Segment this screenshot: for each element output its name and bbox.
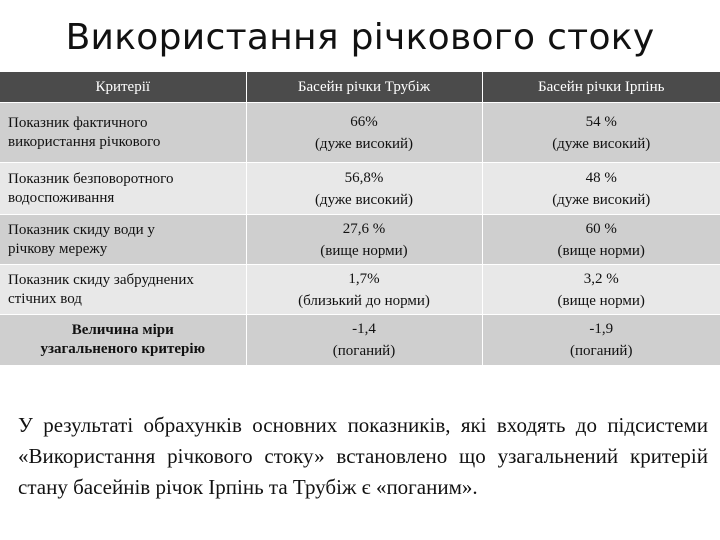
criterion-line: стічних вод xyxy=(8,290,82,307)
table-row xyxy=(0,103,720,163)
criterion-line: річкову мережу xyxy=(8,240,108,257)
table-header-row xyxy=(0,72,720,103)
irpin-value-cell xyxy=(482,315,720,365)
criterion-cell xyxy=(0,163,246,215)
value: -1,9 xyxy=(589,320,614,337)
criterion-line: водоспоживання xyxy=(8,189,115,206)
value-rating: (дуже високий) xyxy=(552,191,651,208)
irpin-value-cell xyxy=(482,103,720,163)
criterion-line: Показник фактичного xyxy=(8,114,148,131)
trubizh-value-cell xyxy=(246,163,482,215)
irpin-value-cell xyxy=(482,265,720,315)
criterion-cell xyxy=(0,265,246,315)
criterion-cell xyxy=(0,215,246,265)
value: 54 % xyxy=(585,113,617,130)
value-rating: (вище норми) xyxy=(557,242,645,259)
criterion-line: використання річкового xyxy=(8,133,161,150)
summary-criterion-cell xyxy=(0,315,246,365)
trubizh-value-cell xyxy=(246,265,482,315)
table-row xyxy=(0,163,720,215)
criterion-line: Величина міри xyxy=(71,321,174,338)
header-criteria: Критерії xyxy=(0,72,246,103)
value-rating: (дуже високий) xyxy=(552,135,651,152)
criteria-table xyxy=(0,72,720,365)
value-rating: (вище норми) xyxy=(557,292,645,309)
value-rating: (поганий) xyxy=(570,342,633,359)
value: 48 % xyxy=(585,169,617,186)
criterion-line: узагальненого критерію xyxy=(40,340,206,357)
trubizh-value-cell xyxy=(246,215,482,265)
criterion-line: Показник скиду забруднених xyxy=(8,271,194,288)
value-rating: (вище норми) xyxy=(320,242,408,259)
value-rating: (близький до норми) xyxy=(298,292,430,309)
irpin-value-cell xyxy=(482,163,720,215)
value: 66% xyxy=(350,113,378,130)
table-row-summary xyxy=(0,315,720,365)
value-rating: (дуже високий) xyxy=(314,191,414,208)
trubizh-value-cell xyxy=(246,315,482,365)
value: 27,6 % xyxy=(342,220,386,237)
slide-title: Використання річкового стоку xyxy=(65,17,655,58)
value: 60 % xyxy=(585,220,617,237)
table-row xyxy=(0,265,720,315)
irpin-value-cell xyxy=(482,215,720,265)
header-trubizh-basin: Басейн річки Трубіж xyxy=(246,72,482,103)
criterion-cell xyxy=(0,103,246,163)
value: 3,2 % xyxy=(583,270,619,287)
header-irpin-basin: Басейн річки Ірпінь xyxy=(482,72,720,103)
conclusion-paragraph: У результаті обрахунків основних показників, які входять до підсистеми «Використання річкового стоку» встановлено що узагальнений критерій стану басейнів річок Ірпінь та Трубіж є «поганим». xyxy=(18,413,708,499)
value: 1,7% xyxy=(348,270,380,287)
value-rating: (дуже високий) xyxy=(314,135,414,152)
table-row xyxy=(0,215,720,265)
value: 56,8% xyxy=(344,169,384,186)
trubizh-value-cell xyxy=(246,103,482,163)
criterion-line: Показник безповоротного xyxy=(8,170,174,187)
value-rating: (поганий) xyxy=(332,342,396,359)
value: -1,4 xyxy=(352,320,376,337)
criterion-line: Показник скиду води у xyxy=(8,221,155,238)
